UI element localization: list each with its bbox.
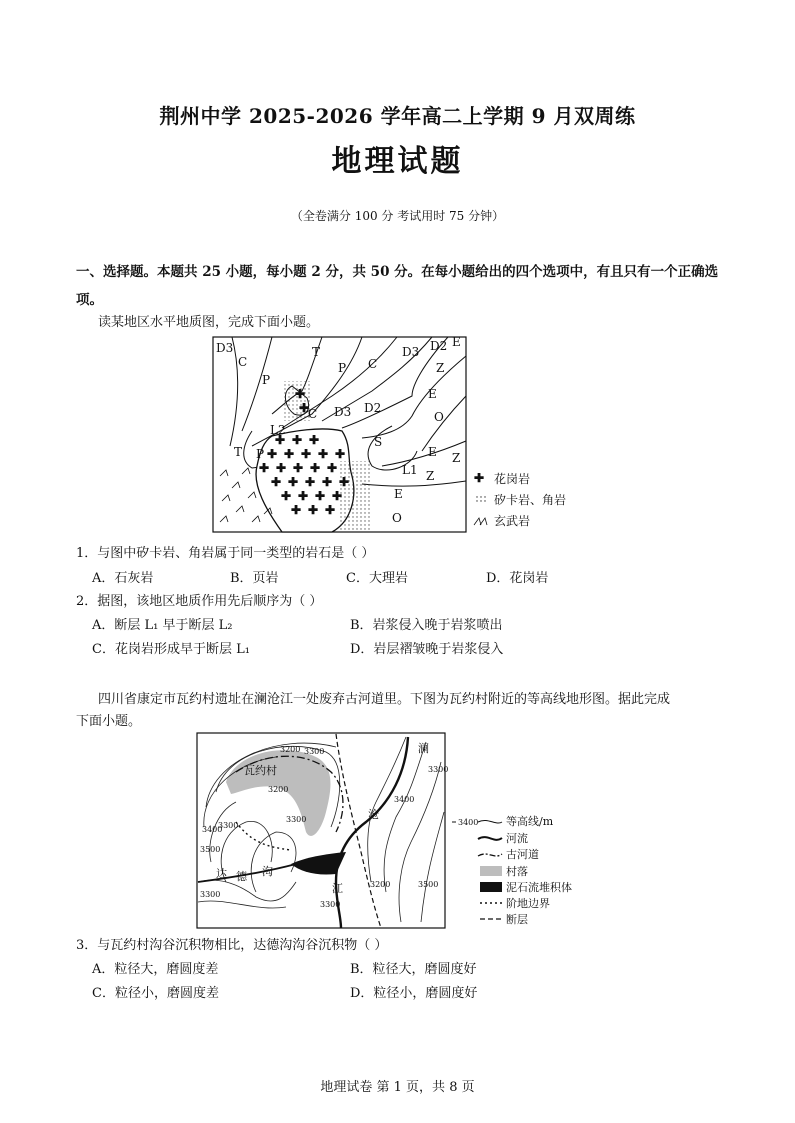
exam-note: （全卷满分 100 分 考试用时 75 分钟） (290, 209, 505, 223)
svg-text:✚: ✚ (474, 471, 485, 485)
unit-label: T (234, 445, 243, 459)
svg-text:✚: ✚ (309, 461, 321, 475)
group2-intro-line1: 四川省康定市瓦约村遗址在澜沧江一处废弃古河道里。下图为瓦约村附近的等高线地形图。据此完成 (98, 692, 671, 707)
contour-label: 3500 (418, 880, 439, 889)
unit-label: D2 (364, 401, 382, 415)
unit-label: P (338, 361, 347, 375)
village-label: 瓦约村 (244, 764, 277, 777)
exam-title: 荆州中学 2025-2026 学年高二上学期 9 月双周练 (159, 104, 636, 128)
contour-label: 3400 (394, 795, 415, 804)
question-3-stem: 3．与瓦约村沟谷沉积物相比，达德沟沟谷沉积物（ ） (76, 938, 388, 953)
svg-text:✚: ✚ (300, 447, 312, 461)
river-label: 江 (332, 882, 343, 895)
svg-text:✚: ✚ (334, 447, 346, 461)
q1-option-b[interactable]: B．页岩 (230, 571, 279, 586)
q3-option-c[interactable]: C．粒径小，磨圆度差 (92, 986, 219, 1001)
page-footer: 地理试卷 第 1 页，共 8 页 (320, 1080, 475, 1095)
contour-label: 3400 (202, 825, 223, 834)
legend-terrace: 阶地边界 (506, 897, 550, 910)
svg-text:✚: ✚ (297, 489, 309, 503)
legend-village: 村落 (506, 865, 528, 878)
legend-ancient-channel: 古河道 (506, 848, 539, 861)
question-1-stem: 1．与图中矽卡岩、角岩属于同一类型的岩石是（ ） (76, 546, 375, 561)
unit-label: Z (452, 451, 461, 465)
q2-option-a[interactable]: A．断层 L₁ 早于断层 L₂ (92, 618, 233, 633)
legend-debris-flow: 泥石流堆积体 (506, 881, 572, 894)
geology-map (212, 336, 582, 534)
svg-text:✚: ✚ (270, 475, 282, 489)
question-2-stem: 2．据图，该地区地质作用先后顺序为（ ） (76, 594, 323, 609)
contour-label: 3300 (218, 821, 239, 830)
svg-text:✚: ✚ (314, 489, 326, 503)
q1-option-a[interactable]: A．石灰岩 (92, 571, 154, 586)
unit-label: E (452, 336, 461, 349)
svg-text:✚: ✚ (321, 475, 333, 489)
unit-label: O (434, 410, 444, 424)
svg-text:✚: ✚ (324, 503, 336, 517)
q2-option-c[interactable]: C．花岗岩形成早于断层 L₁ (92, 642, 250, 657)
unit-label: D2 (430, 339, 448, 353)
svg-text:✚: ✚ (258, 461, 270, 475)
group2-intro-line2: 下面小题。 (76, 714, 142, 729)
contour-label: 3300 (428, 765, 449, 774)
legend-contour-value: 3400 (458, 818, 479, 827)
svg-text:✚: ✚ (266, 447, 278, 461)
contour-label: 3300 (304, 747, 325, 756)
unit-label: O (392, 511, 402, 525)
contour-label: 3200 (370, 880, 391, 889)
subject-title: 地理试题 (331, 144, 464, 179)
river-label: 沧 (368, 808, 379, 821)
unit-label: C (308, 407, 318, 421)
unit-label: L2 (270, 423, 286, 437)
group1-intro: 读某地区水平地质图，完成下面小题。 (98, 315, 320, 330)
svg-text:✚: ✚ (292, 461, 304, 475)
svg-text:✚: ✚ (287, 475, 299, 489)
q1-option-d[interactable]: D．花岗岩 (486, 571, 549, 586)
q2-option-d[interactable]: D．岩层褶皱晚于岩浆侵入 (350, 642, 504, 657)
river-label: 澜 (418, 742, 429, 755)
contour-label: 3300 (320, 900, 341, 909)
unit-label: Z (436, 361, 445, 375)
q2-option-b[interactable]: B．岩浆侵入晚于岩浆喷出 (350, 618, 503, 633)
contour-label: 3300 (286, 815, 307, 824)
legend-basalt: 玄武岩 (494, 514, 531, 528)
unit-label: E (428, 387, 437, 401)
legend-skarn: 矽卡岩、角岩 (494, 493, 567, 507)
contour-label: 3500 (200, 845, 221, 854)
topographic-map (196, 732, 586, 930)
svg-text:✚: ✚ (308, 433, 320, 447)
unit-label: E (428, 445, 437, 459)
unit-label: S (374, 435, 383, 449)
svg-text:✚: ✚ (283, 447, 295, 461)
svg-text:✚: ✚ (275, 461, 287, 475)
svg-text:✚: ✚ (298, 401, 310, 415)
unit-label: C (368, 357, 378, 371)
unit-label: P (262, 373, 271, 387)
unit-label: D3 (334, 405, 352, 419)
unit-label: D3 (402, 345, 420, 359)
q1-option-c[interactable]: C．大理岩 (346, 571, 408, 586)
unit-label: C (238, 355, 248, 369)
creek-label: 达 (216, 867, 227, 880)
svg-text:✚: ✚ (317, 447, 329, 461)
section-heading: 一、选择题。本题共 25 小题，每小题 2 分，共 50 分。在每小题给出的四个选项中，有且只有一个正确选项。 (76, 264, 719, 308)
svg-text:✚: ✚ (338, 475, 350, 489)
legend-contour: 等高线/m (506, 815, 554, 828)
svg-text:✚: ✚ (280, 489, 292, 503)
legend-fault: 断层 (506, 913, 528, 926)
unit-label: T (312, 345, 321, 359)
q3-option-d[interactable]: D．粒径小，磨圆度好 (350, 986, 478, 1001)
contour-label: 3200 (280, 745, 301, 754)
unit-label: L1 (402, 463, 418, 477)
unit-label: P (256, 447, 265, 461)
creek-label: 德 (236, 870, 247, 883)
svg-text:✚: ✚ (294, 387, 306, 401)
contour-label: 3300 (200, 890, 221, 899)
unit-label: E (394, 487, 403, 501)
legend-river: 河流 (506, 832, 528, 845)
svg-text:✚: ✚ (304, 475, 316, 489)
creek-label: 沟 (262, 865, 273, 878)
svg-text:✚: ✚ (326, 461, 338, 475)
svg-text:✚: ✚ (307, 503, 319, 517)
svg-text:✚: ✚ (290, 503, 302, 517)
unit-label: Z (426, 469, 435, 483)
contour-label: 3200 (268, 785, 289, 794)
svg-text:✚: ✚ (331, 489, 343, 503)
legend-granite: 花岗岩 (494, 472, 531, 486)
unit-label: D3 (216, 341, 234, 355)
svg-text:✚: ✚ (291, 433, 303, 447)
svg-text:✚: ✚ (274, 433, 286, 447)
q3-option-b[interactable]: B．粒径大，磨圆度好 (350, 962, 477, 977)
q3-option-a[interactable]: A．粒径大，磨圆度差 (92, 962, 219, 977)
